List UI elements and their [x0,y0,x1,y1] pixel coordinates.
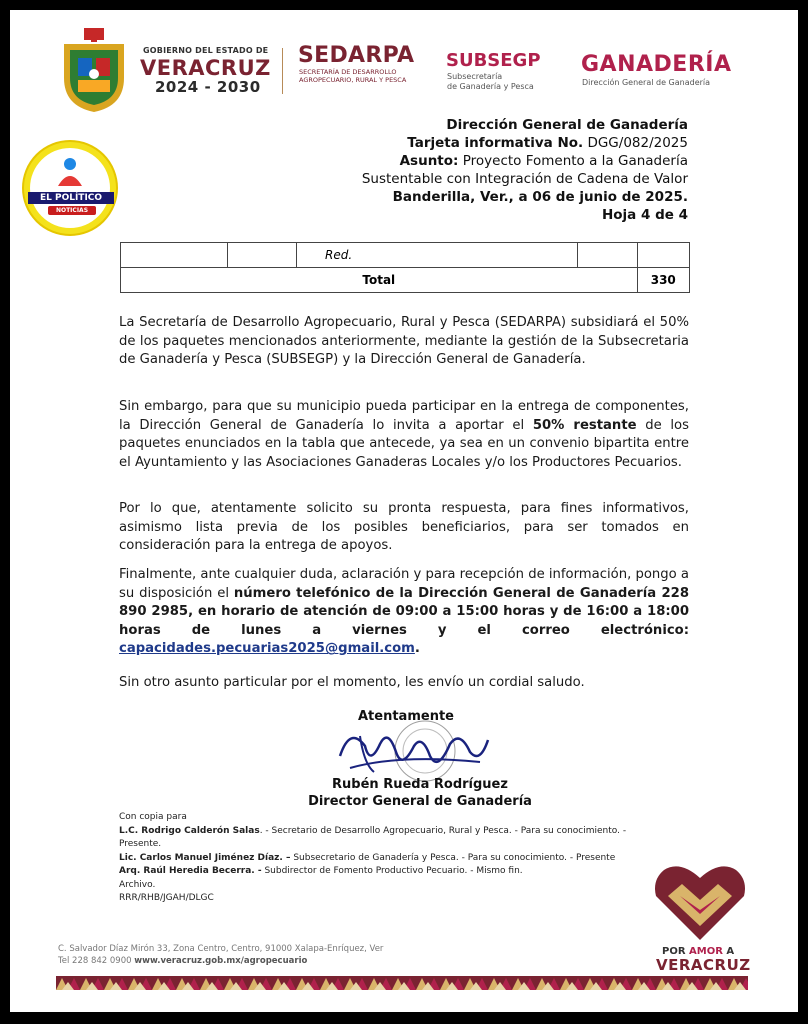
memo-number: Tarjeta informativa No. DGG/082/2025 [407,135,688,151]
copy-line-1: L.C. Rodrigo Calderón Salas. - Secretario de Desarrollo Agropecuario, Rural y Pesca. - Para su conocimiento. - [119,825,627,836]
slogan-veracruz: VERACRUZ [656,956,751,974]
memo-subject: Asunto: Proyecto Fomento a la Ganadería [399,153,688,169]
gobierno-years-text: 2024 - 2030 [155,78,261,96]
signature-stamp-icon [330,716,500,786]
memo-header [362,116,688,224]
ganaderia-logo-text: GANADERÍA [581,52,732,77]
el-politico-badge [22,140,118,236]
archive-label: Archivo. [119,879,156,890]
contact-email-link[interactable]: capacidades.pecuarias2025@gmail.com [119,641,415,657]
paragraph-5: Sin otro asunto particular por el momento, les envío un cordial saludo. [119,675,585,690]
slogan-line1: POR AMOR A [662,946,735,957]
signer-name: Rubén Rueda Rodríguez [332,777,508,792]
copy-line-3: Arq. Raúl Heredia Becerra. - Subdirector de Fomento Productivo Pecuario. - Mismo fin. [119,866,523,876]
sedarpa-logo-text: SEDARPA [298,43,415,68]
table-cell-text: Red. [297,243,578,268]
memo-place-date: Banderilla, Ver., a 06 de junio de 2025. [392,189,688,205]
header-divider [282,48,283,94]
badge-title: EL POLÍTICO [28,192,114,204]
footer-address: C. Salvador Díaz Mirón 33, Zona Centro, Centro, 91000 Xalapa-Enríquez, Ver [58,944,384,954]
copy-line-2: Lic. Carlos Manuel Jiménez Díaz. – Subsecretario de Ganadería y Pesca. - Para su conocimiento. - Presente [119,852,616,863]
subsegp-subtitle [447,72,567,92]
subsegp-logo-text: SUBSEGP [446,50,541,71]
ganaderia-subtitle: Dirección General de Ganadería [582,78,711,87]
paragraph-4: Finalmente, ante cualquier duda, aclaración y para recepción de información, pongo a su disposición el número telefónico de la Dirección General de Ganadería 228 890 2985, en horario de atención de 09:00 a 15:00 horas y de 16:00 a 18:00 horas de lunes a viernes y el correo electrónico: capacidades.pecuarias2025@gmail.com. [119,567,689,657]
copies-block [119,811,739,906]
memo-office: Dirección General de Ganadería [446,117,688,133]
badge-inner-circle [30,148,110,228]
veracruz-coat-of-arms-icon [58,28,130,112]
signature-closing: Atentamente [358,709,454,724]
gobierno-small-text: GOBIERNO DEL ESTADO DE [143,46,269,55]
total-value: 330 [637,268,689,293]
paragraph-3: Por lo que, atentamente solicito su pronta respuesta, para fines informativos, asimismo lista previa de los posibles beneficiarios, para ser tomados en consideración para la entrega de apoyos. [119,501,689,554]
table-total-row [121,268,690,293]
memo-subject-cont: Sustentable con Integración de Cadena de Valor [361,171,688,187]
letter-page [10,10,798,1012]
paragraph-2: Sin embargo, para que su municipio pueda participar en la entrega de componentes, la Dirección General de Ganadería lo invita a aportar el 50% restante de los paquetes enunciados en la tabla que antecede, ya sea en un convenio bipartita entre el Ayuntamiento y las Asociaciones Ganaderas Locales y/o los Productores Pecuarios. [119,399,689,470]
signer-role: Director General de Ganadería [308,794,532,809]
footer-website-link[interactable]: www.veracruz.gob.mx/agropecuario [134,956,308,966]
sedarpa-subtitle: SECRETARÍA DE DESARROLLO AGROPECUARIO, RURAL Y PESCA [299,68,407,84]
total-label: Total [121,268,638,293]
copies-intro: Con copia para [119,812,187,822]
copy-line-1-cont: Presente. [119,839,162,849]
footer-contact: Tel 228 842 0900 www.veracruz.gob.mx/agropecuario [58,956,308,966]
badge-subtitle: NOTICIAS [48,206,96,215]
initials: RRR/RHB/JGAH/DLGC [119,893,214,903]
subsegp-subtitle-line2: de Ganadería y Pesca [447,82,534,91]
subsegp-subtitle-line1: Subsecretaría [447,72,503,81]
decorative-footer-band [56,976,748,990]
table-row [121,243,690,268]
memo-page: Hoja 4 de 4 [601,207,688,223]
gobierno-veracruz-text: VERACRUZ [140,56,271,80]
items-table [120,242,690,293]
paragraph-1: La Secretaría de Desarrollo Agropecuario, Rural y Pesca (SEDARPA) subsidiará el 50% de los paquetes mencionados anteriormente, mediante la gestión de la Subsecretaria de Ganadería y Pesca (SUBSEGP) y la Dirección General de Ganadería. [119,315,689,368]
por-amor-heart-icon [652,860,748,942]
badge-figure-icon [54,156,86,188]
